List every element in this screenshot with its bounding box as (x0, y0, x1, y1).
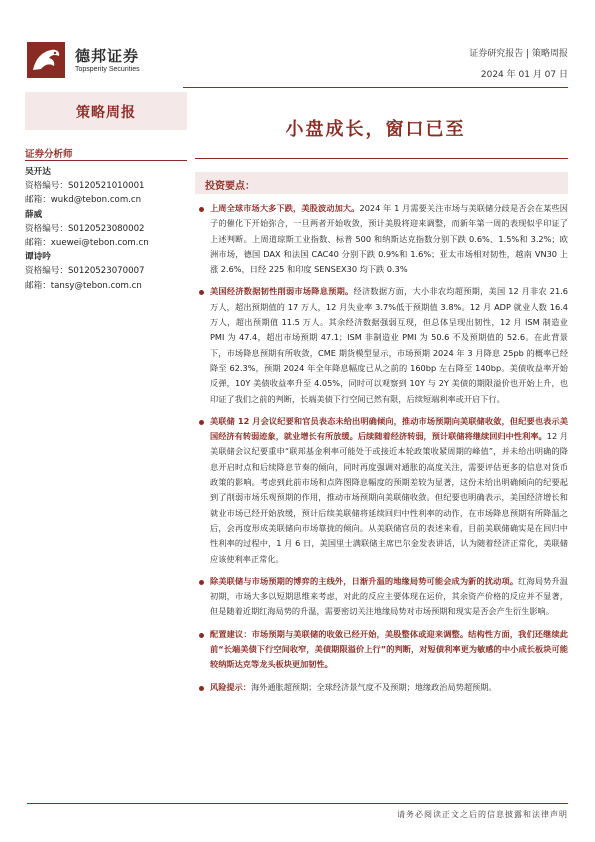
analysts-list (25, 165, 195, 293)
key-points-list (199, 201, 568, 702)
key-point-lead: 美国经济数据韧性削弱市场降息预期。 (210, 286, 354, 297)
report-date: 2024 年 01 月 07 日 (480, 70, 568, 80)
document-type: 证券研究报告 | 策略周报 (469, 49, 568, 59)
analyst-name: 吴开达 (25, 167, 51, 177)
analyst-entry (25, 208, 195, 251)
analyst-email[interactable]: 邮箱：xuewei@tebon.com.cn (25, 238, 149, 249)
title-divider (195, 158, 568, 159)
key-point (199, 284, 568, 406)
footer-disclaimer: 请务必阅读正文之后的信息披露和法律声明 (397, 810, 568, 819)
key-point-body: 红海局势升温初期，市场大多以短期思维来考虑，对此的反应主要体现在运价，其余资产价格的反应并不显著，但是随着近期红海局势的升温，需要密切关注地缘局势对市场预期和现实是否会产生衍生影响。 (210, 575, 568, 617)
key-point (199, 627, 568, 673)
analyst-entry (25, 250, 195, 293)
analyst-name: 薛威 (25, 209, 43, 220)
header-divider (183, 87, 568, 88)
company-logo-icon (27, 42, 65, 78)
analyst-email[interactable]: 邮箱：wukd@tebon.com.cn (25, 195, 142, 206)
key-point-lead: 上周全球市场大多下跌，美股波动加大。 (210, 203, 360, 213)
bullet-icon (199, 290, 204, 295)
analyst-email[interactable]: 邮箱：tansy@tebon.com.cn (25, 280, 142, 291)
key-point-body: 2024 年 1 月需要关注市场与美联储分歧是否会在某些因子的催化下开始弥合，一旦两者开始收敛，预计美股将迎来调整，而新年第一周的表现似乎印证了上述判断。上周道琼斯工业指数、标普 500 和纳斯达克指数分别下跌 0.6%、1.5%和 3.2%；欧洲市场，德国 DAX 和法国 CAC40 分别下跌 0.9%和 1.6%；亚太市场相对韧性，越南 VN30 上涨 2.6%，日经 225 和印度 SENSEX30 均下跌 0.3% (210, 203, 568, 275)
key-points-header (195, 172, 568, 194)
footer-divider (27, 803, 568, 804)
key-point-body: 12 月美联储会议纪要重申“联邦基金利率可能处于或接近本轮政策收紧周期的峰值”，并未给出明确的降息开启时点和后续降息节奏的倾向，同时再度强调对通胀的高度关注，需要评估更多的信息对货币政策的影响。考虑到此前市场和点阵图降息幅度的预期差较为显著，这份未给出明确倾向的纪要起到了削弱市场乐观预期的作用，推动市场预期向美联储收敛。但纪要也明确表示，美国经济增长和就业市场已经开始放缓，预计后续美联储将延续回归中性利率的动作，在市场降息预期有所降温之后，会再度形成美联储向市场靠拢的倾向。从美联储官员的表述来看，目前美联储确实是在回归中性利率的过程中，1 月 6 日，美国里士满联储主席巴尔金发表讲话，认为随着经济正常化，美联储应该使利率正常化。 (210, 431, 568, 564)
key-point-lead: 美联储 12 月会议纪要和官员表态未给出明确倾向，推动市场预期向美联储收敛，但纪要也表示美国经济有转弱迹象，就业增长有所放缓。后续随着经济转弱，预计联储将继续回归中性利率。 (210, 415, 568, 442)
report-title: 小盘成长，窗口已至 (285, 119, 466, 140)
key-point-lead: 风险提示： (210, 681, 251, 692)
key-point-lead: 配置建议：市场预期与美联储的收敛已经开始，美股整体或迎来调整。结构性方面，我们还继续此前“长端美债下行空间收窄，美债期限溢价上行”的判断，对短债利率更为敏感的中小成长板块可能较纳斯达克等龙头板块更加韧性。 (210, 628, 568, 670)
analyst-cert: 资格编号：S0120523070007 (25, 266, 145, 277)
bullet-icon (199, 633, 204, 638)
key-point-body: 海外通胀超预期；全球经济景气度不及预期；地缘政治局势超预期。 (250, 681, 497, 692)
bullet-icon (199, 686, 204, 691)
brand-name-en: Topsperity Securities (75, 66, 140, 73)
key-point (199, 201, 568, 277)
key-point (199, 680, 568, 695)
analyst-cert: 资格编号：S0120523080002 (25, 223, 145, 234)
key-point (199, 574, 568, 620)
report-category: 策略周报 (76, 105, 136, 121)
bullet-icon (199, 207, 204, 212)
brand-name: 德邦证券 (75, 47, 140, 65)
brand (27, 42, 167, 78)
bullet-icon (199, 420, 204, 425)
analysts-heading: 证券分析师 (25, 149, 73, 160)
analyst-name: 谭诗吟 (25, 252, 51, 263)
bullet-icon (199, 580, 204, 585)
analyst-cert: 资格编号：S0120521010001 (25, 181, 145, 192)
key-point-lead: 除美联储与市场预期的博弈的主线外，日渐升温的地缘局势可能会成为新的扰动项。 (210, 575, 519, 586)
key-point-body: 经济数据方面，大小非农均超预期，美国 12 月非农 21.6 万人，超出预期值的 17 万人，12 月失业率 3.7%低于预期值 3.8%。12 月 ADP 就业人数 16.4 万人，超出预期值 11.5 万人。其余经济数据强弱互现，但总体呈现出韧性，12 月 ISM 制造业 PMI 为 47.4，超出市场预期 47.1；ISM 非制造业 PMI 为 50.6 不及预期值的 52.6。在此背景下，市场降息预期有所收敛，CME 期货模型显示，市场预期 2024 年 3 月降息 25pb 的概率已经降至 62.3%，预期 2024 年全年降息幅度已从之前的 160bp 左右降至 140bp。美债收益率开始反弹，10Y 美债收益率升至 4.05%，同时可以观察到 10Y 与 2Y 美债的期限溢价也开始上升，也印证了我们之前的判断，长端美债下行空间已然有限，后续短端利率或开启下行。 (210, 286, 568, 404)
analysts-divider (25, 160, 187, 161)
key-points-title: 投资要点： (205, 181, 255, 192)
key-point (199, 414, 568, 567)
analyst-entry (25, 165, 195, 208)
report-category-banner (25, 92, 187, 130)
